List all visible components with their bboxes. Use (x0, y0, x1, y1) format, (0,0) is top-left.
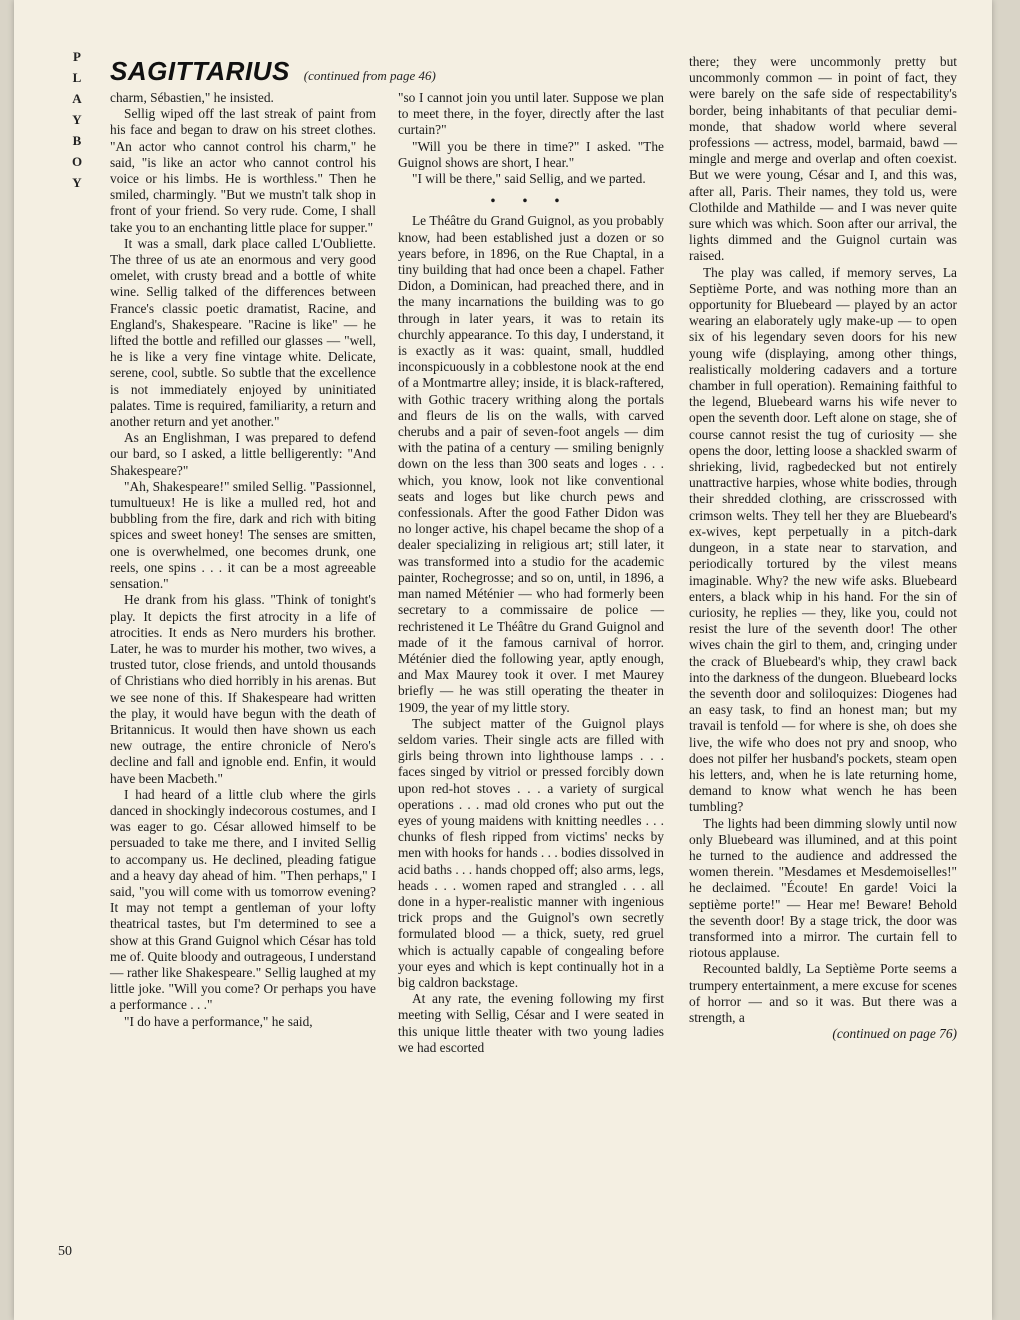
text-column-1 (110, 90, 376, 1030)
paragraph: It was a small, dark place called L'Oubliette. The three of us ate an enormous and very good omelet, with crusty bread and a bottle of white wine. Sellig talked of the differences between France's classic poetic dramatist, Racine, and England's, Shakespeare. "Racine is like" — he lifted the bottle and refilled our glasses — "well, he is like a very fine vintage white. Delicate, serene, cool, subtle. So subtle that the excellence is not immediately enjoyed by uninitiated palates. Time is required, familiarity, a return and another return and yet another." (110, 235, 376, 430)
magazine-page (14, 0, 992, 1320)
magazine-letter: Y (72, 175, 82, 190)
paragraph: The lights had been dimming slowly until now only Bluebeard was illumined, and at this point he turned to the audience and addressed the women therein. "Mesdames et Mesdemoiselles!" he declaimed. "Écoute! En garde! Voici la septième porte!" — Hear me! Beware! Behold the seventh door! By a stage trick, the door was transformed into a mirror. The curtain fell to riotous applause. (689, 815, 957, 961)
paragraph: I had heard of a little club where the girls danced in shockingly indecorous costumes, and I was eager to go. César allowed himself to be persuaded to take me there, and I invited Sellig to accompany us. He declined, pleading fatigue and a heavy day ahead of him. "Then perhaps," I said, "you will come with us tomorrow evening? It may not tempt a gentleman of your lofty theatrical tastes, but I'm determined to see a show at this Grand Guignol which César has told me of. Quite bloody and outrageous, I understand — rather like Shakespeare." Sellig laughed at my little joke. "Will you come? Or perhaps you have a performance . . ." (110, 786, 376, 1013)
article-title: SAGITTARIUS (110, 56, 290, 86)
paragraph: The play was called, if memory serves, La Septième Porte, and was nothing more than an opportunity for Bluebeard — played by an actor wearing an elaborately ugly make-up — to open six of his legendary seven doors for his new young wife (displaying, among other things, realistically moldering cadavers and a torture chamber in full operation). Remaining faithful to the legend, Bluebeard warns his wife never to open the seventh door. Left alone on stage, she of course cannot resist the tug of curiosity — she opens the door, letting loose a shackled swarm of shrieking, livid, ragbedecked but not entirely unattractive harpies, whose white bodies, through their shredded clothing, are crisscrossed with crimson welts. They tell her they are Bluebeard's ex-wives, kept perpetually in a pitch-dark dungeon, in a state near to starvation, and periodically tortured by the vilest means imaginable. Why? the new wife asks. Bluebeard enters, a black whip in his hand. For the sin of curiosity, he replies — they, like you, could not resist the lure of the seventh door! The other wives chain the girl to them, and, cringing under the crack of Bluebeard's whip, they crawl back into the darkness of the dungeon. Bluebeard locks the seventh door and soliloquizes: Diogenes had an easy task, to find an honest man; but my travail is tenfold — for where is she, oh does she live, the wife who does not pry and snoop, who does not pilfer her husband's pockets, steam open his letters, and, when he is late returning home, demand to know what wench he has been tumbling? (689, 264, 957, 815)
paragraph: "Ah, Shakespeare!" smiled Sellig. "Passionnel, tumultueux! He is like a mulled red, hot and bubbling from the fire, dark and rich with biting spices and sweet honey! The senses are smitten, one is overwhelmed, one becomes drunk, one reels, one spins . . . it can be a most agreeable sensation." (110, 478, 376, 592)
paragraph: At any rate, the evening following my first meeting with Sellig, César and I were seated in this unique little theater with two young ladies we had escorted (398, 991, 664, 1055)
continued-on-note: (continued on page 76) (832, 1026, 957, 1042)
paragraph: Le Théâtre du Grand Guignol, as you probably know, had been established just a dozen or so years before, in 1896, on the Rue Chaptal, in a tiny building that had once been a chapel. Father Didon, a Dominican, had preached there, and in the many incarnations the building was to go through in later years, it was to retain its churchly appearance. To this day, I understand, it is exactly as it was: quaint, small, huddled inconspicuously in a cobblestone nook at the end of a Montmartre alley; inside, it is black-raftered, with Gothic tracery writhing along the portals and fleurs de lis on the walls, with carved cherubs and a pair of seven-foot angels — dim with the patina of a century — smiling benignly down on the less than 300 seats and loges . . . which, you know, look not like conventional seats and loges but like church pews and confessionals. After the good Father Didon was no longer active, his chapel became the shop of a dealer specializing in religious art; still later, it was transformed into a studio for the academic painter, Rochegrosse; and so on, until, in 1896, a man named Méténier — who had formerly been secretary to a commissaire de police — rechristened it Le Théâtre du Grand Guignol and made of it the famous carnival of horror. Méténier died the following year, aptly enough, and Max Maurey took it over. I met Maurey briefly — he was still operating the theater in 1909, the year of my little story. (398, 213, 664, 715)
paragraph: there; they were uncommonly pretty but uncommonly common — in point of fact, they were barely on the safe side of respectability's border, being inhabitants of that peculiar demi-monde, that shadow world where several professions — actress, model, barmaid, bawd — mingle and merge and overlap and often coexist. But we were young, César and I, and this was, after all, Paris. Their names, they told us, were Clothilde and Mathilde — and I was never quite sure which was which. Soon after our arrival, the lights dimmed and the Guignol curtain was raised. (689, 54, 957, 264)
paragraph: charm, Sébastien," he insisted. (110, 90, 274, 105)
paragraph: Recounted baldly, La Septième Porte seems a trumpery entertainment, a mere excuse for scenes of horror — and so it was. But there was a strength, a (689, 961, 957, 1025)
paragraph: "I will be there," said Sellig, and we parted. (412, 171, 646, 187)
continued-from-note: (continued from page 46) (303, 68, 436, 83)
magazine-letter: L (72, 70, 82, 85)
page-number: 50 (58, 1244, 72, 1259)
article-header (110, 56, 490, 86)
paragraph: "I do have a performance," he said, (124, 1013, 313, 1029)
paragraph: The subject matter of the Guignol plays seldom varies. Their single acts are filled with girls being thrown into lighthouse lamps . . . faces singed by vitriol or pressed forcibly down upon red-hot stoves . . . a variety of surgical operations . . . mad old crones who put out the eyes of young maidens with knitting needles . . . chunks of flesh ripped from victims' necks by men with hooks for hands . . . bodies dissolved in acid baths . . . hands chopped off; also arms, legs, heads . . . women raped and strangled . . . all done in a hyper-realistic manner with ingenious trick props and the Guignol's own secretly formulated blood — a thick, suety, red gruel which is actually capable of congealing before your eyes and which is kept continually hot in a big caldron backstage. (398, 715, 664, 990)
paragraph: "so I cannot join you until later. Suppose we plan to meet there, in the foyer, directly after the last curtain?" (398, 90, 664, 138)
magazine-letter: Y (72, 112, 82, 127)
magazine-letter: P (73, 49, 81, 64)
paragraph: He drank from his glass. "Think of tonight's play. It depicts the first atrocity in a life of atrocities. It ends as Nero murders his brother. Later, he was to murder his mother, two wives, a trusted tutor, close friends, and untold thousands of Christians who died horribly in his arenas. But we see none of this. If Shakespeare had written the play, it would have begun with the death of Britannicus. It would then have shown us each new outrage, the entire chronicle of Nero's decline and fall and ignoble end. Enfin, it would have been Macbeth." (110, 592, 376, 786)
paragraph: Sellig wiped off the last streak of paint from his face and began to draw on his street clothes. "An actor who cannot control his charm," he said, "is like an actor who cannot control his voice or his limbs. He is worthless." Then he smiled, charmingly. "But we mustn't talk shop in front of your friend. So very rude. Come, I shall take you to an enchanting little place for supper." (110, 106, 376, 235)
text-column-3 (689, 54, 957, 1042)
section-break-dots: • • • (490, 193, 572, 209)
paragraph: As an Englishman, I was prepared to defend our bard, so I asked, a little belligerently: "And Shakespeare?" (110, 430, 376, 478)
paragraph: "Will you be there in time?" I asked. "The Guignol shows are short, I hear." (398, 138, 664, 170)
magazine-letter: O (71, 154, 83, 169)
text-column-2 (398, 90, 664, 1056)
magazine-name-vertical (70, 46, 84, 193)
magazine-letter: B (72, 133, 82, 148)
magazine-letter: A (72, 91, 82, 106)
